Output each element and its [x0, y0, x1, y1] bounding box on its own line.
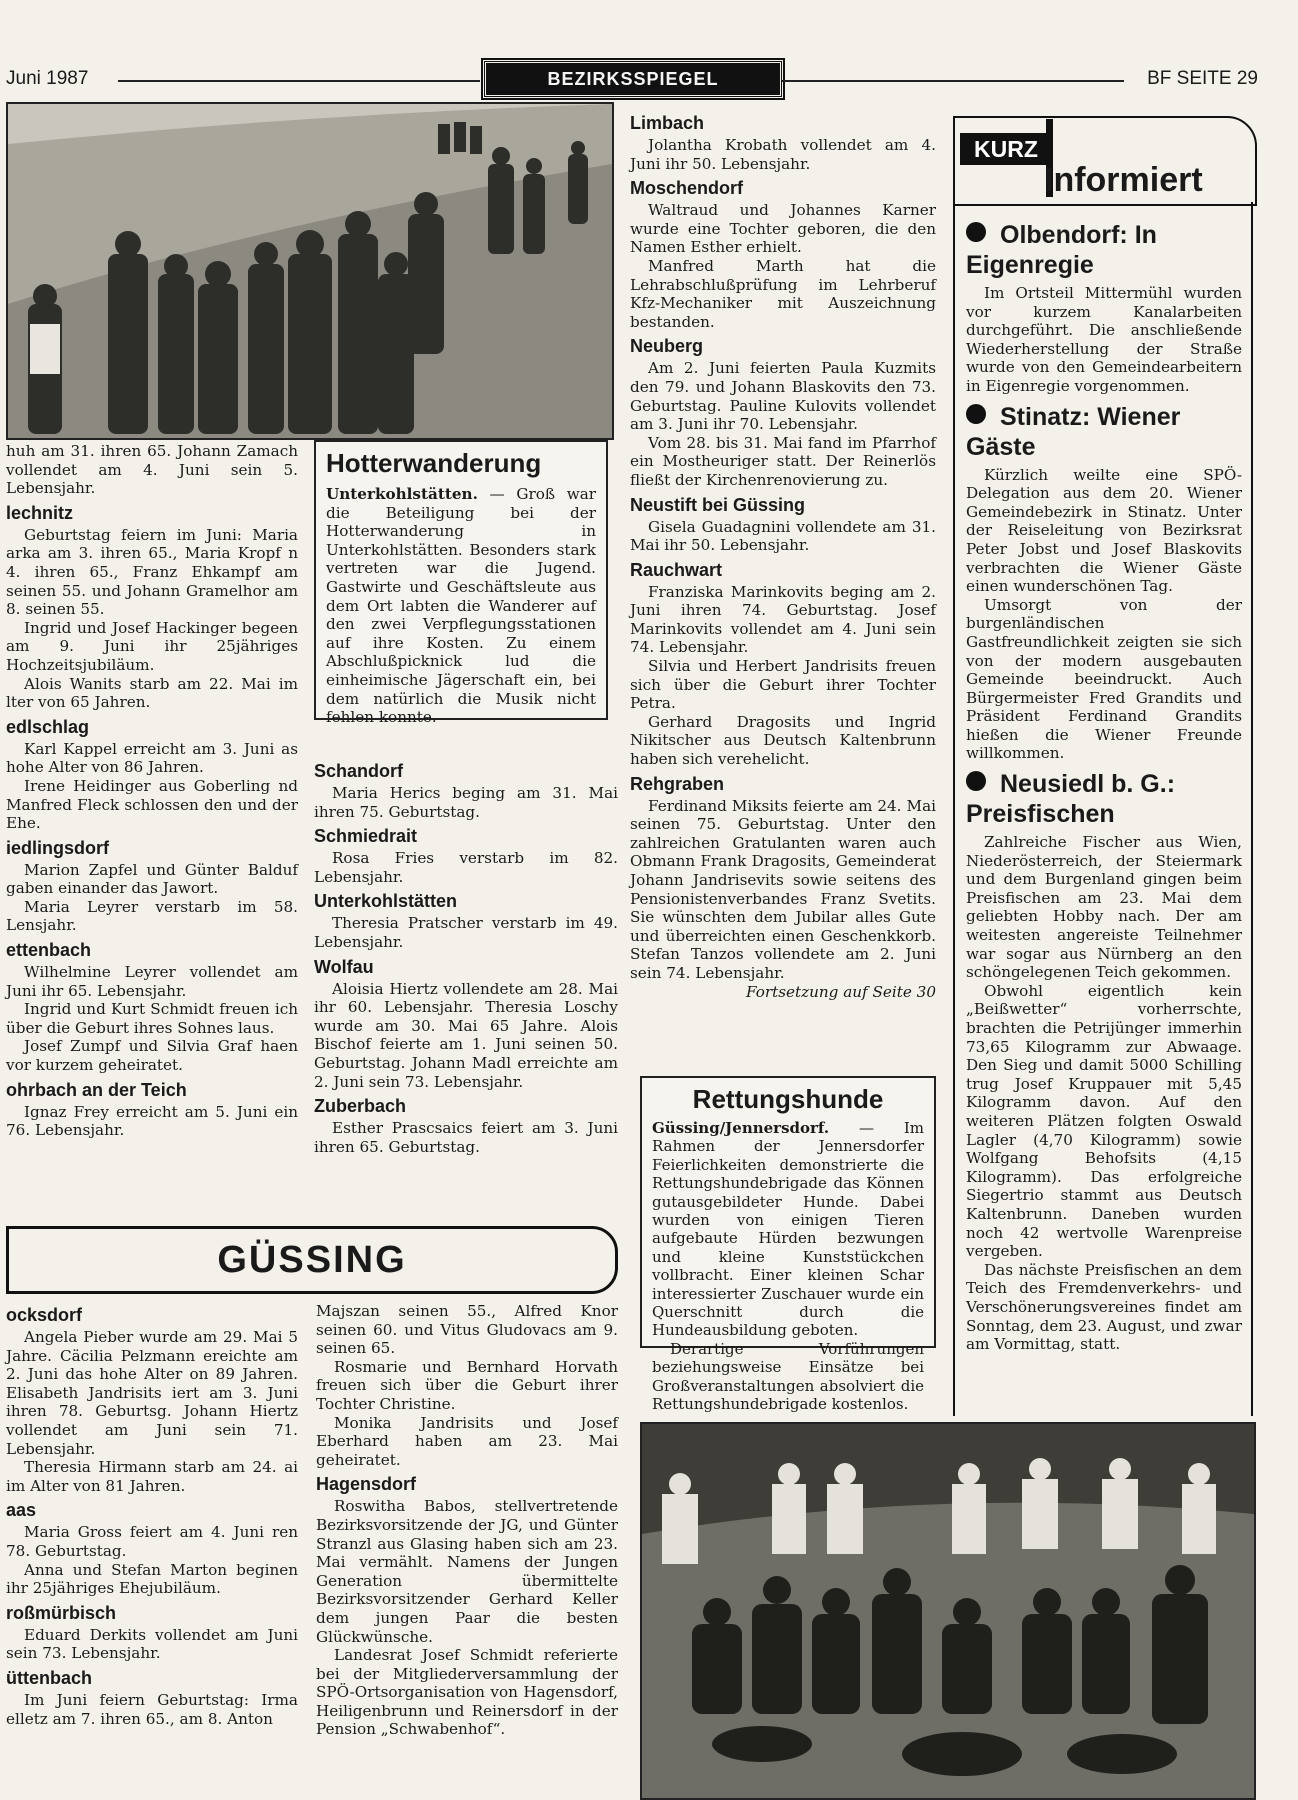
news-paragraph: Roswitha Babos, stellvertretende Bezirksvorsitzende der JG, und Günter Stranzl aus Glasing haben sich am 23. Mai vermählt. Namens der Jungen Generation übermittelte Bezirksvorsitzender Gerhard Keller dem jungen Paar die besten Glückwünsche. [316, 1497, 618, 1646]
informiert-title: Informiert [1044, 161, 1203, 199]
news-paragraph: Alois Wanits starb am 22. Mai im lter von 65 Jahren. [6, 674, 298, 712]
article-place: Güssing/Jennersdorf. [652, 1119, 830, 1137]
news-paragraph: Manfred Marth hat die Lehrabschlußprüfung im Lehrberuf Kfz-Mechaniker mit Auszeichnung bestanden. [630, 256, 936, 331]
news-paragraph: Ingrid und Kurt Schmidt freuen ich über die Geburt ihres Sohnes laus. [6, 1000, 298, 1037]
place-heading: Neuberg [630, 336, 704, 357]
kurz-informiert-column [966, 214, 1242, 1354]
news-paragraph: Geburtstag feiern im Juni: Maria arka am 3. ihren 65., Maria Kropf n 4. ihren 65., Franz Ehkampf am seinen 55. und Johann Gramelhor am 8. seinen 55. [6, 525, 298, 619]
place-heading: Zuberbach [314, 1096, 407, 1117]
local-news-column-1 [6, 442, 298, 1140]
hotterwanderung-box [314, 440, 608, 727]
header-rule-right [782, 80, 1124, 82]
place-heading: Rauchwart [630, 559, 723, 580]
brief-title [966, 402, 1242, 462]
place-heading: Unterkohlstätten [314, 891, 458, 912]
news-paragraph: Marion Zapfel und Günter Balduf gaben einander das Jawort. [6, 860, 298, 898]
news-paragraph: Landesrat Josef Schmidt referierte bei der Mitgliederversammlung der SPÖ-Ortsorganisation von Hagensdorf, Heiligenbrunn und Reinersdorf in der Pension „Schwabenhof“. [316, 1646, 618, 1739]
place-heading: Wolfau [314, 956, 374, 977]
news-paragraph: Ingrid und Josef Hackinger begeen am 9. Juni ihr 25jähriges Hochzeitsjubiläum. [6, 618, 298, 674]
brief-paragraph: Obwohl eigentlich kein „Beißwetter“ vorherrschte, brachten die Petrijünger immerhin 73,65 Kilogramm zur Abwaage. Den Sieg und damit 5000 Schilling trug Josef Kruppauer mit 5,45 Kilogramm davon. Auf den weiteren Plätzen folgten Oswald Lagler (4,70 Kilogramm) sowie Wolfgang Behofsits (4,15 Kilogramm). Das erfolgreiche Siegertrio stammt aus Deutsch Kaltenbrunn. Daneben wurden noch 42 wertvolle Warenpreise vergeben. [966, 981, 1242, 1261]
brief-paragraph: Kürzlich weilte eine SPÖ-Delegation aus dem 20. Wiener Gemeindebezirk in Stinatz. Unter der Reiseleitung von Bezirksrat Peter Jobst und Josef Blaskovits verbrachten die Wiener Gäste einen wunderschönen Tag. [966, 465, 1242, 596]
news-paragraph: Esther Prascsaics feiert am 3. Juni ihren 65. Geburtstag. [314, 1119, 618, 1156]
news-paragraph: Rosa Fries verstarb im 82. Lebensjahr. [314, 849, 618, 886]
hikers-photo-graphic [8, 104, 612, 438]
place-heading: Schandorf [314, 761, 404, 781]
article-title: Rettungshunde [692, 1084, 884, 1114]
place-heading: iedlingsdorf [6, 837, 109, 858]
news-paragraph: Karl Kappel erreicht am 3. Juni as hohe Alter von 86 Jahren. [6, 739, 298, 777]
news-paragraph: Wilhelmine Leyrer vollendet am Juni ihr 65. Lebensjahr. [6, 963, 298, 1000]
place-heading: roßmürbisch [6, 1602, 117, 1623]
news-paragraph: Josef Zumpf und Silvia Graf haen vor kurzem geheiratet. [6, 1037, 298, 1075]
kurz-column-rule-right [1251, 202, 1253, 1416]
brief-paragraph: Umsorgt von der burgenländischen Gastfreundlichkeit zeigten sie sich von der modern ausgebauten Gemeinde beeindruckt. Auch Bürgermeister Fred Grandits und Präsident Ferdinand Grandits hießen die Wiener Freunde willkommen. [966, 595, 1242, 763]
hikers-photo [6, 102, 614, 440]
bullet-icon [966, 771, 986, 791]
news-paragraph: Irene Heidinger aus Goberling nd Manfred Fleck schlossen den und der Ehe. [6, 776, 298, 833]
news-paragraph: Franziska Marinkovits beging am 2. Juni ihren 74. Geburtstag. Josef Marinkovits vollendet am 4. Juni sein 74. Lebensjahr. [630, 582, 936, 657]
place-heading: Limbach [630, 113, 705, 133]
news-paragraph: Angela Pieber wurde am 29. Mai 5 Jahre. Cäcilia Pelzmann ereichte am 2. Juni das hohe Alter on 89 Jahren. Elisabeth Jandrisits iert am 3. Juni ihren 78. Geburtsg. Johann Hiertz vollendet am Juni sein 71. Lebensjahr. [6, 1328, 298, 1458]
news-paragraph: Theresia Hirmann starb am 24. ai im Alter von 81 Jahren. [6, 1458, 298, 1495]
brief-title-text: Neusiedl b. G.: Preisfischen [966, 770, 1176, 829]
news-paragraph: Am 2. Juni feierten Paula Kuzmits den 79. und Johann Blaskovits den 73. Geburtstag. Pauline Kulovits vollendet am 3. Juni ihr 70. Lebensjahr. [630, 359, 936, 434]
news-paragraph: Gerhard Dragosits und Ingrid Nikitscher aus Deutsch Kaltenbrunn haben sich verehelicht. [630, 712, 936, 769]
issue-date: Juni 1987 [6, 68, 89, 89]
news-paragraph: huh am 31. ihren 65. Johann Zamach vollendet am 4. Juni sein 5. Lebensjahr. [6, 442, 298, 498]
news-paragraph: Anna und Stefan Marton beginen ihr 25jähriges Ehejubiläum. [6, 1560, 298, 1598]
place-heading: lechnitz [6, 502, 74, 523]
guessing-column-1 [6, 1300, 298, 1728]
article-text: — Groß war die Beteiligung bei der Hotterwanderung in Unterkohlstätten. Besonders stark vertreten war die Jugend. Gastwirte und Geschäftsleute aus dem Ort labten die Wanderer auf den zwei Verpflegungsstationen auf ihre Kosten. Zu einem Abschlußpicknick lud die einheimische Jägerschaft ein, bei dem natürlich die Musik nicht fehlen konnte. [326, 485, 597, 727]
news-paragraph: Theresia Pratscher verstarb im 49. Lebensjahr. [314, 914, 618, 951]
place-heading: üttenbach [6, 1667, 93, 1688]
news-paragraph: Maria Gross feiert am 4. Juni ren 78. Geburtstag. [6, 1523, 298, 1560]
news-paragraph: Jolantha Krobath vollendet am 4. Juni ihr 50. Lebensjahr. [630, 136, 936, 173]
news-paragraph: Maria Leyrer verstarb im 58. Lensjahr. [6, 897, 298, 935]
rescue-dog-team-photo [640, 1422, 1256, 1800]
place-heading: Schmiedrait [314, 826, 418, 847]
rettungshunde-box [640, 1076, 936, 1414]
place-heading: ettenbach [6, 940, 92, 961]
header-rule-left [118, 80, 480, 82]
section-masthead: BEZIRKSSPIEGEL [483, 60, 783, 98]
article-title: Hotterwanderung [326, 448, 542, 478]
place-heading: aas [6, 1500, 37, 1521]
guessing-section-banner: GÜSSING [6, 1226, 618, 1294]
brief-paragraph: Im Ortsteil Mittermühl wurden vor kurzem Kanalarbeiten durchgeführt. Die anschließende Wiederherstellung der Straße wurde von den Gemeindearbeitern in Eigenregie vorgenommen. [966, 284, 1242, 395]
news-paragraph: Im Juni feiern Geburtstag: Irma elletz am 7. ihren 65., am 8. Anton [6, 1690, 298, 1728]
article-text: — Im Rahmen der Jennersdorfer Feierlichkeiten demonstrierte die Rettungshundebrigade das Können gutausgebildeter Hunde. Dabei wurden von einigen Tieren aufgebaute Hürden bezwungen und kleine Kunststückchen vollbracht. Einer kleinen Schar interessierter Zuschauer wurde ein Querschnitt durch die Hundeausbildung geboten. [652, 1119, 924, 1340]
article-text: Derartige Vorführungen beziehungsweise Einsätze bei Großveranstaltungen absolviert die Rettungshundebrigade kostenlos. [652, 1339, 924, 1414]
page-number: BF SEITE 29 [1147, 68, 1258, 89]
place-heading: Moschendorf [630, 178, 744, 199]
place-heading: Rehgraben [630, 773, 725, 794]
article-body [326, 485, 596, 727]
bullet-icon [966, 404, 986, 424]
news-paragraph: Silvia und Herbert Jandrisits freuen sich über die Geburt ihrer Tochter Petra. [630, 657, 936, 713]
continuation-note: Fortsetzung auf Seite 30 [746, 982, 936, 1001]
brief-title-text: Olbendorf: In Eigenregie [966, 221, 1157, 279]
place-heading: ocksdorf [6, 1305, 83, 1325]
local-news-column-3 [630, 108, 936, 1001]
news-paragraph: Eduard Derkits vollendet am Juni sein 73. Lebensjahr. [6, 1625, 298, 1663]
news-paragraph: Gisela Guadagnini vollendete am 31. Mai ihr 50. Lebensjahr. [630, 517, 936, 555]
brief-paragraph: Zahlreiche Fischer aus Wien, Niederösterreich, der Steiermark und dem Burgenland gingen beim Preisfischen am 23. Mai dem geliebten Hobby nach. Der am weitesten angereiste Teilnehmer war sogar aus Nürnberg an den schöngelegenen Teich gekommen. [966, 833, 1242, 982]
news-paragraph: Maria Herics beging am 31. Mai ihren 75. Geburtstag. [314, 784, 618, 821]
brief-title [966, 220, 1242, 280]
rescue-dog-team-graphic [642, 1424, 1254, 1798]
brief-paragraph: Das nächste Preisfischen an dem Teich des Fremdenverkehrs- und Verschönerungsvereines findet am Sonntag, dem 23. August, und zwar am Vormittag, statt. [966, 1260, 1242, 1354]
place-heading: Hagensdorf [316, 1474, 417, 1495]
news-paragraph: Waltraud und Johannes Karner wurde eine Tochter geboren, die den Namen Esther erhielt. [630, 201, 936, 257]
news-paragraph: Majszan seinen 55., Alfred Knor seinen 60. und Vitus Gludovacs am 9. seinen 65. [316, 1302, 618, 1358]
bullet-icon [966, 222, 986, 242]
local-news-column-2 [314, 756, 618, 1156]
news-paragraph: Ferdinand Miksits feierte am 24. Mai seinen 75. Geburtstag. Unter den zahlreichen Gratulanten waren auch Obmann Frank Dragosits, Gemeinderat Johann Jandrisevits sowie seitens des Pensionistenverbandes Franz Svetits. Sie wünschten dem Jubilar alles Gute und überreichten einen Geschenkkorb. Stefan Tanzos vollendete am 2. Juni sein 74. Lebensjahr. [630, 796, 936, 982]
place-heading: edlschlag [6, 716, 90, 737]
guessing-column-2 [316, 1302, 618, 1739]
news-paragraph: Rosmarie und Bernhard Horvath freuen sich über die Geburt ihrer Tochter Christine. [316, 1357, 618, 1413]
article-place: Unterkohlstätten. [326, 485, 478, 503]
place-heading: ohrbach an der Teich [6, 1079, 187, 1100]
brief-title-text: Stinatz: Wiener Gäste [966, 402, 1181, 461]
article-body [652, 1119, 924, 1414]
news-paragraph: Aloisia Hiertz vollendete am 28. Mai ihr 60. Lebensjahr. Theresia Loschy wurde am 30. Mai 65 Jahre. Alois Bischof feierte am 1. Juni seinen 50. Geburtstag. Johann Madl erreichte am 2. Juni sein 73. Lebensjahr. [314, 979, 618, 1091]
news-paragraph: Monika Jandrisits und Josef Eberhard haben am 23. Mai geheiratet. [316, 1413, 618, 1469]
place-heading: Neustift bei Güssing [630, 494, 806, 515]
news-paragraph: Ignaz Frey erreicht am 5. Juni ein 76. Lebensjahr. [6, 1102, 298, 1140]
news-paragraph: Vom 28. bis 31. Mai fand im Pfarrhof ein Mostheuriger statt. Der Reinerlös fließt der Kirchenrenovierung zu. [630, 433, 936, 489]
kurz-column-rule-left [953, 202, 955, 1416]
brief-title [966, 769, 1242, 829]
kurz-label: KURZ [960, 133, 1052, 165]
